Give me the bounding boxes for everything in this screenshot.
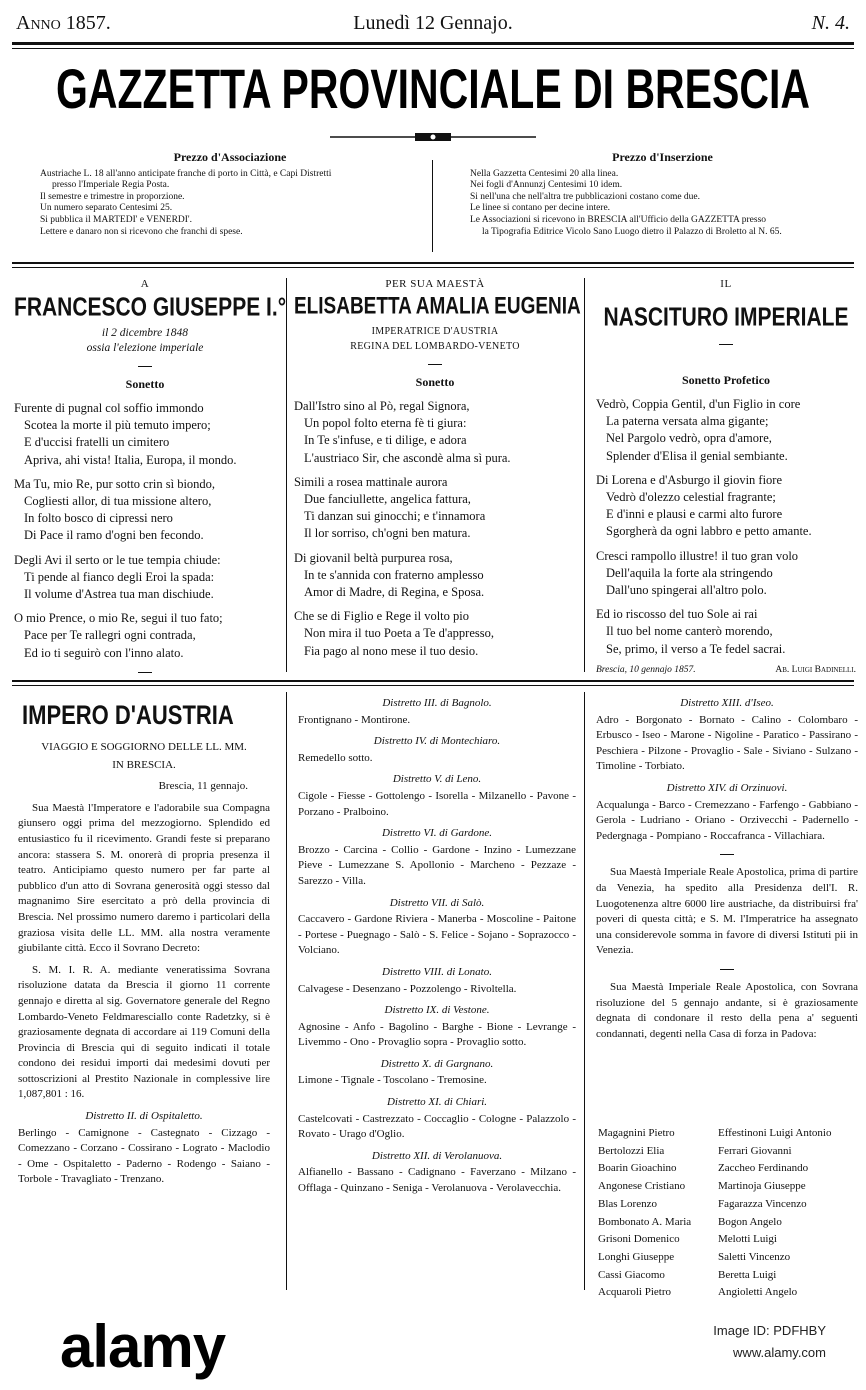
district-heading: Distretto VIII. di Lonato. [382, 965, 492, 978]
insertion-title: Prezzo d'Inserzione [612, 150, 713, 164]
verse-line: Degli Avi il serto or le tue tempia chiude: [14, 552, 221, 567]
poem-kind: Sonetto [415, 375, 455, 389]
verse-line: L'austriaco Sir, che ascondè alma sì pura. [304, 450, 511, 465]
district-towns: Remedello sotto. [298, 751, 373, 764]
poem-subtitle: REGINA DEL LOMBARDO-VENETO [350, 341, 520, 352]
verse-line: In te s'annida con fraterno amplesso [304, 567, 484, 582]
stanza [294, 550, 576, 602]
district-heading: Distretto XIV. di Orzinuovi. [666, 781, 788, 794]
dateline-bar [12, 6, 854, 40]
site-url: www.alamy.com [733, 1345, 826, 1360]
verse-line: Ma Tu, mio Re, pur sotto crin sì biondo, [14, 476, 216, 491]
verse-line: Il lor sorriso, ch'ogni ben matura. [304, 526, 471, 541]
stanza [14, 400, 276, 469]
verse-line: Il volume d'Astrea tua man dischiude. [24, 587, 214, 602]
verse-line: Di Pace il ramo d'ogni ben fecondo. [24, 528, 204, 543]
ornament-divider [330, 132, 536, 142]
poem-signature [596, 665, 856, 675]
name-right: Zaccheo Ferdinando [718, 1162, 809, 1175]
column-rule [286, 692, 287, 1290]
subscription-price-block [40, 152, 420, 238]
district-heading: Distretto V. di Leno. [392, 773, 482, 786]
verse-line: Di giovanil beltà purpurea rosa, [294, 550, 453, 565]
article-heading: VIAGGIO E SOGGIORNO DELLE LL. MM. [41, 741, 247, 753]
list-item [598, 1196, 860, 1214]
name-right: Beretta Luigi [718, 1268, 777, 1281]
list-item [598, 1231, 860, 1249]
article-column-middle [298, 694, 576, 1203]
verse-line: Ti pende al fianco degli Eroi la spada: [24, 569, 215, 584]
verse-line: Sgorgherà da ogni labbro e petto amante. [606, 524, 812, 539]
section-rule-thin [12, 685, 854, 686]
name-left: Bertolozzi Elia [598, 1144, 665, 1157]
poem-title: ELISABETTA AMALIA EUGENIA [294, 293, 581, 320]
poem-kind: Sonetto [125, 377, 165, 391]
stanza [596, 472, 856, 541]
verse-line: In Te s'infuse, e ti dilige, e adora [304, 433, 467, 448]
poem-kind: Sonetto Profetico [681, 373, 771, 387]
verse-line: Di Lorena e d'Asburgo il giovin fiore [596, 472, 783, 487]
stanza [14, 552, 276, 604]
verse-line: E d'uccisi fratelli un cimitero [24, 435, 170, 450]
stanza [596, 548, 856, 600]
subscription-title: Prezzo d'Associazione [173, 150, 287, 164]
stanza [294, 608, 576, 660]
verse-line: Apriva, ahi vista! Italia, Europa, il mondo. [24, 452, 237, 467]
district-heading: Distretto X. di Gargnano. [380, 1057, 494, 1070]
name-left: Bombonato A. Maria [598, 1215, 692, 1228]
name-right: Martinoja Giuseppe [718, 1180, 806, 1193]
verse-line: Un popol folto eterna fè ti giura: [304, 416, 467, 431]
subscription-line: presso l'Imperiale Regia Posta. [52, 180, 170, 191]
article-column-left [18, 740, 270, 1194]
section-rule [12, 680, 854, 682]
poem-elisabetta [294, 278, 581, 667]
subscription-line: Austriache L. 18 all'anno anticipate franche di porto in Città, e Capi Distretti [40, 168, 332, 179]
district-towns: Castelcovati - Castrezzato - Coccaglio - Cologne - Palazzolo - Rovato - Urago d'Oglio. [298, 1112, 576, 1141]
verse-line: Simili a rosea mattinale aurora [294, 474, 448, 489]
poem-subtitle: IMPERATRICE D'AUSTRIA [371, 326, 499, 337]
year-label: Anno 1857. [16, 12, 111, 34]
divider-dash [138, 672, 152, 673]
verse-line: La paterna versata alma gigante; [606, 414, 769, 429]
name-left: Boarin Gioachino [598, 1162, 677, 1175]
article-heading: IN BRESCIA. [112, 758, 176, 771]
verse-line: Non mira il tuo Poeta a Te d'appresso, [304, 626, 494, 641]
header-column-rule [432, 160, 433, 252]
article-paragraph: Sua Maestà l'Imperatore e l'adorabile sua Compagna giunsero oggi prima del mezzogiorno. Splendido ed entusiastico fu il ricevimento. Grandi feste si preparano ancora: stassera S. M. onorerà di propria presenza il teatro. Anticipiamo questo numero per far parte al pubblico d'un atto di Sovrana generosità oggi stesso dal magnanimo Sire esercitato a prò della provincia di Brescia. Nel prossimo numero daremo i particolari della graziosa visita delle LL. MM. alla nostra veramente giubilante città. Ecco il Sovrano Decreto: [18, 801, 270, 955]
name-left: Acquaroli Pietro [598, 1286, 672, 1299]
district-heading: Distretto XII. di Verolanuova. [371, 1149, 503, 1162]
list-item [598, 1214, 860, 1232]
insertion-line: Le Associazioni si ricevono in BRESCIA all'Ufficio della GAZZETTA presso [470, 214, 767, 225]
verse-line: Cresci rampollo illustre! il tuo gran volo [596, 548, 799, 563]
verse-line: In folto bosco di cipressi nero [24, 511, 173, 526]
poem-dedication: A [140, 278, 150, 290]
notice-paragraph: Sua Maestà Imperiale Reale Apostolica, prima di partire da Venezia, ha spedito alla Presidenza dell'I. R. Luogotenenza altre 6000 lire austriache, da distribuirsi fra' poveri di questa città; e S. M. l'Imperatrice ha assegnato una considerevole somma in favore di diversi Istituti pii in Venezia. [596, 866, 858, 957]
verse-line: Ed io riscosso del tuo Sole ai rai [596, 607, 758, 622]
verse-line: Che se di Figlio e Rege il volto pio [294, 609, 469, 624]
list-item [598, 1178, 860, 1196]
verse-line: E d'inni e plausi e carmi alto furore [606, 507, 783, 522]
divider-dash [719, 344, 733, 345]
name-right: Angioletti Angelo [718, 1286, 798, 1299]
verse-line: Fia pago al nono mese il tuo desio. [304, 643, 479, 658]
top-rule-thin [12, 48, 854, 49]
column-rule [584, 278, 585, 672]
district-heading: Distretto IV. di Montechiaro. [373, 735, 501, 748]
verse-line: Vedrò, Coppia Gentil, d'un Figlio in core [596, 397, 801, 411]
article-dateline: Brescia, 11 gennajo. [158, 780, 248, 793]
name-right: Melotti Luigi [718, 1233, 777, 1246]
stanza [294, 398, 576, 467]
stanza [14, 610, 276, 662]
name-right: Ferrari Giovanni [718, 1144, 792, 1157]
divider-dash [138, 366, 152, 367]
insertion-line: Si nell'una che nell'altra tre pubblicazioni costano come due. [470, 191, 701, 202]
top-rule [12, 42, 854, 45]
column-rule [286, 278, 287, 672]
list-item [598, 1160, 860, 1178]
district-heading: Distretto IX. di Vestone. [384, 1004, 490, 1017]
divider-dash [428, 364, 442, 365]
poem-nascituro [596, 278, 856, 675]
issue-date: Lunedì 12 Gennajo. [353, 12, 513, 34]
district-towns: Alfianello - Bassano - Cadignano - Faverzano - Milzano - Offlaga - Quinzano - Seniga - Verolanuova - Verolavecchia. [298, 1166, 576, 1195]
verse-line: O mio Prence, o mio Re, segui il tuo fato; [14, 611, 223, 626]
poem-title: FRANCESCO GIUSEPPE I.° [14, 293, 287, 322]
poem-francesco-giuseppe [14, 278, 287, 683]
district-towns: Brozzo - Carcina - Collio - Gardone - Inzino - Lumezzane Pieve - Lumezzane S. Apollonio - Marcheno - Pezzaze - Sarezzo - Villa. [298, 843, 576, 887]
divider-dash [720, 854, 734, 855]
list-item [598, 1267, 860, 1285]
stanza [294, 474, 576, 543]
verse-line: Splender d'Elisa il genial sembiante. [606, 448, 788, 463]
district-towns: Cigole - Fiesse - Gottolengo - Isorella - Milzanello - Pavone - Porzano - Pralboino. [298, 789, 576, 818]
poem-author: Ab. Luigi Badinelli. [775, 664, 856, 675]
verse-line: Dall'uno spingerai all'altro polo. [606, 583, 767, 598]
masthead-title: GAZZETTA PROVINCIALE DI BRESCIA [56, 58, 810, 121]
name-left: Blas Lorenzo [598, 1197, 657, 1210]
verse-line: Il tuo bel nome canterò morendo, [606, 624, 773, 639]
verse-line: Vedrò d'olezzo celestial fragrante; [606, 490, 776, 505]
subscription-line: Il semestre e trimestre in proporzione. [40, 191, 185, 202]
poem-dedication: IL [720, 278, 732, 290]
insertion-line: Le linee si contano per decine intere. [470, 203, 611, 214]
name-left: Angonese Cristiano [598, 1180, 686, 1193]
stanza [14, 476, 276, 545]
district-heading: Distretto XIII. d'Iseo. [680, 697, 774, 709]
section-title: IMPERO D'AUSTRIA [22, 700, 234, 730]
header-bottom-rule [12, 262, 854, 264]
issue-number: N. 4. [811, 12, 850, 34]
header-bottom-rule-thin [12, 267, 854, 268]
insertion-line: Nei fogli d'Annunzj Centesimi 10 idem. [470, 180, 623, 191]
notice-paragraph: Sua Maestà Imperiale Reale Apostolica, con Sovrana risoluzione del 5 gennajo andante, si è graziosamente degnata di condonare il resto della pena a' seguenti condannati, degenti nella Casa di forza in Padova: [596, 980, 858, 1040]
verse-line: Pace per Te rallegri ogni contrada, [24, 628, 196, 643]
district-heading: Distretto III. di Bagnolo. [382, 697, 492, 709]
name-left: Magagnini Pietro [598, 1127, 675, 1139]
district-heading: Distretto VII. di Salò. [389, 896, 485, 909]
alamy-logo: alamy [60, 1313, 226, 1380]
name-right: Saletti Vincenzo [718, 1250, 791, 1263]
poem-subtitle: ossia l'elezione imperiale [86, 342, 204, 354]
article-paragraph: S. M. I. R. A. mediante veneratissima Sovrana risoluzione datata da Brescia il giorno 11 corrente gennajo e diretta al sig. Governatore generale del Regno Lombardo-Veneto Feldmaresciallo conte Radetzky, si è graziosamente degnata di accordare ai 119 Comuni della Provincia di Brescia qui di seguito indicati il totale condono dei residui importi dai medesimi dovuti per sottoscrizioni al Prestito Nazionale in complessive lire 1,087,801 : 16. [18, 963, 270, 1101]
list-item [598, 1284, 860, 1300]
district-heading: Distretto XI. di Chiari. [386, 1096, 488, 1109]
verse-line: Furente di pugnal col soffio immondo [14, 401, 204, 415]
district-towns: Adro - Borgonato - Bornato - Calino - Colombaro - Erbusco - Iseo - Marone - Nigoline - Paratico - Passirano - Peschiera - Pilzone - Provaglio - Sale - Siviano - Sulzano - Timoline - Torbiato. [596, 713, 858, 773]
name-left: Grisoni Domenico [598, 1233, 680, 1246]
stanza [596, 396, 856, 465]
name-right: Bogon Angelo [718, 1215, 782, 1228]
insertion-price-block [470, 152, 855, 238]
name-left: Longhi Giuseppe [598, 1250, 675, 1263]
district-towns: Agnosine - Anfo - Bagolino - Barghe - Bione - Levrange - Livemmo - Ono - Provaglio sopra - Provaglio sotto. [298, 1020, 576, 1049]
verse-line: Amor di Madre, di Regina, e Sposa. [304, 585, 485, 600]
district-heading: Distretto II. di Ospitaletto. [85, 1110, 203, 1123]
district-towns: Frontignano - Montirone. [298, 713, 411, 726]
article-column-right [596, 694, 858, 1048]
verse-line: Due fanciullette, angelica fattura, [304, 492, 471, 507]
column-rule [584, 692, 585, 1290]
list-item [598, 1143, 860, 1161]
name-left: Cassi Giacomo [598, 1268, 665, 1281]
verse-line: Ed io ti seguirò con l'inno alato. [24, 645, 184, 660]
image-id: Image ID: PDFHBY [713, 1323, 826, 1338]
subscription-line: Un numero separato Centesimi 25. [40, 203, 173, 214]
subscription-line: Lettere e danaro non si ricevono che franchi di spese. [40, 226, 243, 237]
name-right: Effestinoni Luigi Antonio [718, 1127, 832, 1139]
stanza [596, 606, 856, 658]
list-item [598, 1249, 860, 1267]
verse-line: Nel Pargolo vedrò, opra d'amore, [606, 431, 772, 446]
poem-dedication: PER SUA MAESTÀ [385, 278, 485, 290]
district-towns: Caccavero - Gardone Riviera - Manerba - Moscoline - Paitone - Portese - Puegnago - Salò - S. Felice - Sojano - Soprazocco - Volciano. [298, 913, 576, 957]
district-heading: Distretto VI. di Gardone. [381, 827, 493, 840]
verse-line: Scotea la morte il più temuto impero; [24, 418, 211, 433]
verse-line: Dell'aquila la forte ala stringendo [606, 565, 773, 580]
poem-title: NASCITURO IMPERIALE [603, 303, 849, 332]
insertion-line: Nella Gazzetta Centesimi 20 alla linea. [470, 168, 619, 179]
district-towns: Calvagese - Desenzano - Pozzolengo - Rivoltella. [298, 982, 517, 995]
district-towns: Limone - Tignale - Toscolano - Tremosine. [298, 1074, 487, 1087]
name-right: Fagarazza Vincenzo [718, 1197, 807, 1210]
stock-footer [0, 1300, 866, 1390]
subscription-line: Si pubblica il MARTEDI' e VENERDI'. [40, 214, 193, 225]
insertion-line: la Tipografia Editrice Vicolo Sano Luogo dietro il Palazzo di Broletto al N. 65. [482, 226, 782, 237]
image-id-block [713, 1320, 826, 1364]
verse-line: Cogliesti allor, di tua missione altero, [24, 494, 212, 509]
poem-place-date: Brescia, 10 gennajo 1857. [596, 664, 696, 675]
poem-subtitle: il 2 dicembre 1848 [101, 327, 189, 339]
verse-line: Ti danzan sui ginocchi; e t'innamora [304, 509, 486, 524]
verse-line: Se, primo, il verso a Te fedel sacrai. [606, 641, 786, 656]
condemned-list [598, 1125, 860, 1300]
divider-dash [720, 969, 734, 970]
verse-line: Dall'Istro sino al Pò, regal Signora, [294, 399, 470, 413]
district-towns: Berlingo - Camignone - Castegnato - Cizzago - Comezzano - Corzano - Cossirano - Lograto - Maclodio - Ome - Ospitaletto - Paderno - Rodengo - Saiano - Torbole - Travagliato - Trenzano. [18, 1126, 270, 1186]
list-item [598, 1125, 860, 1143]
district-towns: Acqualunga - Barco - Cremezzano - Farfengo - Gabbiano - Gerola - Ludriano - Oriano - Orzivecchi - Padernello - Pedergnaga - Pompiano - Roccafranca - Villachiara. [596, 798, 858, 842]
